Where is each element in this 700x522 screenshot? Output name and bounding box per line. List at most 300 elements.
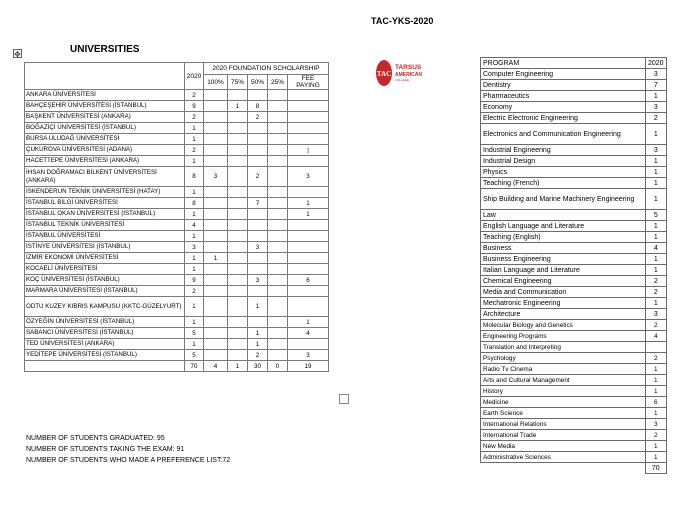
- fee-paying-cell: [288, 123, 329, 134]
- university-row: [25, 339, 329, 350]
- fee-paying-cell: 4: [288, 328, 329, 339]
- program-row: [481, 189, 667, 210]
- program-count-cell: 4: [646, 243, 667, 254]
- university-row: [25, 198, 329, 209]
- scholarship-50-header: 50%: [248, 75, 268, 90]
- scholarship-25-cell: [268, 198, 288, 209]
- fee-paying-cell: 1: [288, 198, 329, 209]
- program-row: [481, 69, 667, 80]
- scholarship-50-cell: 2: [248, 350, 268, 361]
- university-name-cell: ANKARA ÜNİVERSİTESİ: [25, 90, 185, 101]
- scholarship-100-cell: [204, 328, 228, 339]
- total-cell: 8: [185, 167, 204, 187]
- program-name-cell: Mechatronic Engineering: [481, 298, 646, 309]
- scholarship-75-cell: [228, 264, 248, 275]
- fee-paying-cell: 6: [288, 275, 329, 286]
- scholarship-25-cell: [268, 242, 288, 253]
- total-scholarship-50-cell: 30: [248, 361, 268, 372]
- scholarship-50-cell: 3: [248, 242, 268, 253]
- scholarship-25-cell: [268, 297, 288, 317]
- total-cell: 2: [185, 112, 204, 123]
- program-count-cell: 1: [646, 178, 667, 189]
- program-name-cell: International Trade: [481, 430, 646, 441]
- program-row: [481, 113, 667, 124]
- scholarship-50-cell: 2: [248, 112, 268, 123]
- program-name-cell: Radio Tv Cinema: [481, 364, 646, 375]
- university-name-cell: KOÇ ÜNİVERSİTESİ (İSTANBUL): [25, 275, 185, 286]
- scholarship-75-cell: [228, 253, 248, 264]
- program-count-cell: 1: [646, 232, 667, 243]
- scholarship-100-header: 100%: [204, 75, 228, 90]
- university-row: [25, 123, 329, 134]
- program-count-cell: 1: [646, 298, 667, 309]
- program-row: [481, 430, 667, 441]
- year-column-header: 2020: [185, 63, 204, 90]
- program-row: [481, 254, 667, 265]
- total-cell: 2: [185, 90, 204, 101]
- program-row: [481, 265, 667, 276]
- table-resize-handle[interactable]: [339, 394, 349, 404]
- scholarship-100-cell: [204, 297, 228, 317]
- scholarship-50-cell: [248, 145, 268, 156]
- program-row: [481, 342, 667, 353]
- scholarship-50-cell: 7: [248, 198, 268, 209]
- logo-line-1: TARSUS: [395, 64, 422, 71]
- program-row: [481, 243, 667, 254]
- program-count-cell: 1: [646, 364, 667, 375]
- scholarship-25-cell: [268, 317, 288, 328]
- scholarship-50-cell: [248, 317, 268, 328]
- program-name-cell: Earth Science: [481, 408, 646, 419]
- fee-paying-cell: [288, 112, 329, 123]
- scholarship-100-cell: [204, 339, 228, 350]
- scholarship-75-cell: 1: [228, 101, 248, 112]
- scholarship-100-cell: [204, 350, 228, 361]
- university-row: [25, 187, 329, 198]
- program-count-cell: 2: [646, 287, 667, 298]
- universities-header-row: [25, 63, 329, 75]
- scholarship-100-cell: [204, 317, 228, 328]
- program-count-cell: 4: [646, 331, 667, 342]
- total-cell: 1: [185, 231, 204, 242]
- scholarship-75-cell: [228, 134, 248, 145]
- program-row: [481, 397, 667, 408]
- university-name-cell: BOĞAZİÇİ ÜNİVERSİTESİ (İSTANBUL): [25, 123, 185, 134]
- scholarship-50-cell: [248, 90, 268, 101]
- scholarship-25-cell: [268, 350, 288, 361]
- scholarship-100-cell: [204, 220, 228, 231]
- total-cell: 1: [185, 156, 204, 167]
- scholarship-100-cell: 3: [204, 167, 228, 187]
- program-count-cell: 1: [646, 375, 667, 386]
- university-row: [25, 112, 329, 123]
- total-cell: 5: [185, 350, 204, 361]
- total-cell: 5: [185, 328, 204, 339]
- university-row: [25, 264, 329, 275]
- fee-paying-cell: 1: [288, 317, 329, 328]
- scholarship-50-cell: [248, 231, 268, 242]
- logo-letters: TAC: [376, 70, 392, 78]
- scholarship-75-cell: [228, 339, 248, 350]
- fee-paying-cell: [288, 231, 329, 242]
- program-count-cell: 1: [646, 167, 667, 178]
- fee-paying-cell: 3: [288, 350, 329, 361]
- total-cell: 1: [185, 339, 204, 350]
- scholarship-75-cell: [228, 275, 248, 286]
- total-cell: 1: [185, 123, 204, 134]
- program-name-cell: Teaching (French): [481, 178, 646, 189]
- university-name-cell: KOCAELİ ÜNİVERSİTESİ: [25, 264, 185, 275]
- program-row: [481, 156, 667, 167]
- scholarship-75-cell: [228, 90, 248, 101]
- programs-table: [480, 57, 667, 474]
- scholarship-100-cell: [204, 145, 228, 156]
- scholarship-25-cell: [268, 328, 288, 339]
- program-row: [481, 386, 667, 397]
- scholarship-100-cell: [204, 198, 228, 209]
- university-name-cell: BURSA ULUDAĞ ÜNİVERSİTESİ: [25, 134, 185, 145]
- scholarship-25-cell: [268, 209, 288, 220]
- university-row: [25, 209, 329, 220]
- university-name-cell: İSKENDERUN TEKNİK ÜNİVERSİTESİ (HATAY): [25, 187, 185, 198]
- scholarship-75-cell: [228, 220, 248, 231]
- programs-total-spacer: [481, 463, 646, 474]
- scholarship-100-cell: [204, 112, 228, 123]
- scholarship-25-cell: [268, 112, 288, 123]
- total-cell: 1: [185, 187, 204, 198]
- fee-paying-cell: [288, 253, 329, 264]
- program-row: [481, 232, 667, 243]
- scholarship-100-cell: [204, 286, 228, 297]
- scholarship-75-cell: [228, 209, 248, 220]
- program-row: [481, 364, 667, 375]
- fee-paying-cell: [288, 156, 329, 167]
- program-name-cell: Electronics and Communication Engineering: [481, 124, 646, 145]
- program-name-cell: Psychology: [481, 353, 646, 364]
- stat-preference-list: NUMBER OF STUDENTS WHO MADE A PREFERENCE LIST:72: [26, 457, 231, 464]
- scholarship-75-cell: [228, 350, 248, 361]
- total-cell: 1: [185, 317, 204, 328]
- stat-graduated: NUMBER OF STUDENTS GRADUATED: 95: [26, 435, 165, 442]
- program-name-cell: Dentistry: [481, 80, 646, 91]
- scholarship-50-cell: [248, 187, 268, 198]
- scholarship-50-cell: [248, 123, 268, 134]
- universities-heading: UNIVERSITIES: [70, 44, 140, 55]
- universities-total-row: [25, 361, 329, 372]
- program-count-cell: 3: [646, 102, 667, 113]
- program-year-header: 2020: [646, 58, 667, 69]
- total-cell: 9: [185, 275, 204, 286]
- program-name-cell: Pharmaceutics: [481, 91, 646, 102]
- total-total-cell: 70: [185, 361, 204, 372]
- scholarship-25-cell: [268, 90, 288, 101]
- program-name-cell: English Language and Literature: [481, 221, 646, 232]
- scholarship-50-cell: 2: [248, 167, 268, 187]
- program-count-cell: 6: [646, 397, 667, 408]
- scholarship-100-cell: [204, 90, 228, 101]
- program-count-cell: 5: [646, 210, 667, 221]
- program-name-cell: Industrial Design: [481, 156, 646, 167]
- program-count-cell: 1: [646, 221, 667, 232]
- program-count-cell: 1: [646, 386, 667, 397]
- program-name-cell: Ship Building and Marine Machinery Engineering: [481, 189, 646, 210]
- program-row: [481, 221, 667, 232]
- scholarship-25-cell: [268, 156, 288, 167]
- scholarship-100-cell: [204, 275, 228, 286]
- fee-paying-cell: [288, 297, 329, 317]
- program-name-cell: Architecture: [481, 309, 646, 320]
- scholarship-50-cell: [248, 209, 268, 220]
- scholarship-25-cell: [268, 253, 288, 264]
- program-name-cell: Media and Communication: [481, 287, 646, 298]
- total-cell: 1: [185, 209, 204, 220]
- scholarship-100-cell: [204, 187, 228, 198]
- program-row: [481, 102, 667, 113]
- stat-taking-exam: NUMBER OF STUDENTS TAKING THE EXAM: 91: [26, 446, 185, 453]
- fee-paying-cell: [288, 90, 329, 101]
- total-fee-paying-cell: 19: [288, 361, 329, 372]
- program-count-cell: 1: [646, 189, 667, 210]
- university-name-cell: İSTİNYE ÜNİVERSİTESİ (İSTANBUL): [25, 242, 185, 253]
- scholarship-25-cell: [268, 187, 288, 198]
- logo-line-2: AMERICAN: [395, 72, 422, 78]
- program-name-cell: Computer Engineering: [481, 69, 646, 80]
- fee-paying-cell: [288, 339, 329, 350]
- scholarship-75-cell: [228, 123, 248, 134]
- program-count-cell: 2: [646, 113, 667, 124]
- university-row: [25, 317, 329, 328]
- total-cell: 1: [185, 297, 204, 317]
- scholarship-75-cell: [228, 198, 248, 209]
- fee-paying-cell: [288, 220, 329, 231]
- programs-total-cell: 70: [646, 463, 667, 474]
- scholarship-50-cell: [248, 253, 268, 264]
- fee-paying-header: FEE PAYING: [288, 75, 329, 90]
- scholarship-75-cell: [228, 145, 248, 156]
- university-name-cell: İZMİR EKONOMİ ÜNİVERSİTESİ: [25, 253, 185, 264]
- program-name-cell: Electric Electronic Engineering: [481, 113, 646, 124]
- university-row: [25, 167, 329, 187]
- university-row: [25, 101, 329, 112]
- student-stats: [26, 433, 230, 466]
- scholarship-25-cell: [268, 123, 288, 134]
- university-name-cell: MARMARA ÜNİVERSİTESİ (İSTANBUL): [25, 286, 185, 297]
- total-cell: 1: [185, 264, 204, 275]
- program-count-cell: [646, 342, 667, 353]
- scholarship-25-header: 25%: [268, 75, 288, 90]
- program-row: [481, 419, 667, 430]
- scholarship-25-cell: [268, 231, 288, 242]
- scholarship-25-cell: [268, 101, 288, 112]
- program-count-cell: 1: [646, 408, 667, 419]
- total-cell: 8: [185, 198, 204, 209]
- total-cell: 4: [185, 220, 204, 231]
- total-scholarship-25-cell: 0: [268, 361, 288, 372]
- program-count-cell: 2: [646, 276, 667, 287]
- scholarship-100-cell: [204, 101, 228, 112]
- scholarship-75-cell: [228, 167, 248, 187]
- program-row: [481, 145, 667, 156]
- scholarship-100-cell: [204, 156, 228, 167]
- program-row: [481, 331, 667, 342]
- scholarship-50-cell: [248, 134, 268, 145]
- scholarship-75-cell: [228, 286, 248, 297]
- scholarship-100-cell: 1: [204, 253, 228, 264]
- logo-line-3: COLLEGE: [395, 78, 410, 82]
- total-cell: 1: [185, 253, 204, 264]
- program-row: [481, 276, 667, 287]
- program-name-cell: Arts and Cultural Management: [481, 375, 646, 386]
- table-move-handle-icon[interactable]: ✥: [14, 50, 21, 59]
- scholarship-25-cell: [268, 145, 288, 156]
- university-row: [25, 275, 329, 286]
- document-title: TAC-YKS-2020: [371, 16, 434, 26]
- program-row: [481, 408, 667, 419]
- scholarship-25-cell: [268, 339, 288, 350]
- university-row: [25, 231, 329, 242]
- program-count-cell: 3: [646, 69, 667, 80]
- program-count-cell: 3: [646, 145, 667, 156]
- program-row: [481, 167, 667, 178]
- program-count-cell: 1: [646, 156, 667, 167]
- university-row: [25, 156, 329, 167]
- program-row: [481, 320, 667, 331]
- fee-paying-cell: [288, 187, 329, 198]
- program-row: [481, 124, 667, 145]
- program-name-cell: Translation and Interpreting: [481, 342, 646, 353]
- university-name-cell: HACETTEPE ÜNİVERSİTESİ (ANKARA): [25, 156, 185, 167]
- scholarship-75-cell: [228, 317, 248, 328]
- scholarship-100-cell: [204, 242, 228, 253]
- total-scholarship-75-cell: 1: [228, 361, 248, 372]
- scholarship-75-header: 75%: [228, 75, 248, 90]
- scholarship-100-cell: [204, 209, 228, 220]
- scholarship-100-cell: [204, 123, 228, 134]
- program-name-cell: Physics: [481, 167, 646, 178]
- university-name-cell: ODTU KUZEY KIBRIS KAMPUSU (KKTC-GÜZELYURT): [25, 297, 185, 317]
- scholarship-25-cell: [268, 220, 288, 231]
- program-name-cell: Engineering Programs: [481, 331, 646, 342]
- university-row: [25, 242, 329, 253]
- program-row: [481, 178, 667, 189]
- scholarship-75-cell: [228, 328, 248, 339]
- program-name-cell: Molecular Biology and Genetics: [481, 320, 646, 331]
- scholarship-100-cell: [204, 264, 228, 275]
- university-name-cell: ÇUKUROVA ÜNİVERSİTESİ (ADANA): [25, 145, 185, 156]
- program-count-cell: 7: [646, 80, 667, 91]
- program-name-cell: Law: [481, 210, 646, 221]
- program-row: [481, 452, 667, 463]
- total-scholarship-100-cell: 4: [204, 361, 228, 372]
- university-row: [25, 90, 329, 101]
- program-name-cell: New Media: [481, 441, 646, 452]
- program-column-header: PROGRAM: [481, 58, 646, 69]
- fee-paying-cell: |: [288, 145, 329, 156]
- scholarship-25-cell: [268, 286, 288, 297]
- total-cell: 2: [185, 286, 204, 297]
- fee-paying-cell: 1: [288, 209, 329, 220]
- program-count-cell: 1: [646, 254, 667, 265]
- program-row: [481, 375, 667, 386]
- university-name-cell: İSTANBUL ÜNİVERSİTESİ: [25, 231, 185, 242]
- programs-header-row: [481, 58, 667, 69]
- program-count-cell: 1: [646, 452, 667, 463]
- program-count-cell: 1: [646, 441, 667, 452]
- university-row: [25, 328, 329, 339]
- program-name-cell: Italian Language and Literature: [481, 265, 646, 276]
- university-name-cell: İSTANBUL TEKNİK ÜNİVERSİTESİ: [25, 220, 185, 231]
- scholarship-100-cell: [204, 134, 228, 145]
- program-count-cell: 1: [646, 265, 667, 276]
- university-row: [25, 350, 329, 361]
- total-cell: 2: [185, 145, 204, 156]
- program-count-cell: 3: [646, 419, 667, 430]
- program-name-cell: Economy: [481, 102, 646, 113]
- university-row: [25, 253, 329, 264]
- program-name-cell: Business Engineering: [481, 254, 646, 265]
- program-row: [481, 287, 667, 298]
- program-row: [481, 309, 667, 320]
- total-cell: 9: [185, 101, 204, 112]
- scholarship-50-cell: [248, 286, 268, 297]
- university-name-cell: BAHÇEŞEHİR ÜNİVERSİTESİ (İSTANBUL): [25, 101, 185, 112]
- program-count-cell: 2: [646, 430, 667, 441]
- scholarship-75-cell: [228, 187, 248, 198]
- tac-logo: [373, 55, 433, 91]
- university-name-cell: BAŞKENT ÜNİVERSİTESİ (ANKARA): [25, 112, 185, 123]
- fee-paying-cell: [288, 264, 329, 275]
- university-row: [25, 286, 329, 297]
- university-name-cell: SABANCI ÜNİVERSİTESİ (İSTANBUL): [25, 328, 185, 339]
- fee-paying-cell: [288, 134, 329, 145]
- scholarship-50-cell: 3: [248, 275, 268, 286]
- program-name-cell: Teaching (English): [481, 232, 646, 243]
- university-row: [25, 145, 329, 156]
- university-name-cell: İHSAN DOĞRAMACI BİLKENT ÜNİVERSİTESİ (ANKARA): [25, 167, 185, 187]
- scholarship-50-cell: [248, 156, 268, 167]
- program-count-cell: 2: [646, 353, 667, 364]
- scholarship-50-cell: 8: [248, 101, 268, 112]
- scholarship-100-cell: [204, 231, 228, 242]
- university-name-cell: İSTANBUL OKAN ÜNİVERSİTESİ (İSTANBUL): [25, 209, 185, 220]
- fee-paying-cell: [288, 101, 329, 112]
- scholarship-75-cell: [228, 112, 248, 123]
- program-row: [481, 353, 667, 364]
- scholarship-75-cell: [228, 156, 248, 167]
- scholarship-75-cell: [228, 242, 248, 253]
- scholarship-25-cell: [268, 167, 288, 187]
- program-name-cell: History: [481, 386, 646, 397]
- program-row: [481, 441, 667, 452]
- university-row: [25, 134, 329, 145]
- scholarship-50-cell: 1: [248, 328, 268, 339]
- program-name-cell: Industrial Engineering: [481, 145, 646, 156]
- total-cell: 1: [185, 134, 204, 145]
- universities-table: [24, 62, 329, 372]
- scholarship-50-cell: 1: [248, 339, 268, 350]
- university-name-cell: ÖZYEĞİN ÜNİVERSİTESİ (İSTANBUL): [25, 317, 185, 328]
- program-count-cell: 3: [646, 309, 667, 320]
- scholarship-75-cell: [228, 231, 248, 242]
- scholarship-group-header: 2020 FOUNDATION SCHOLARSHIP: [204, 63, 329, 75]
- program-row: [481, 80, 667, 91]
- scholarship-25-cell: [268, 134, 288, 145]
- program-name-cell: Business: [481, 243, 646, 254]
- university-column-header: [25, 63, 185, 90]
- program-count-cell: 1: [646, 124, 667, 145]
- fee-paying-cell: 3: [288, 167, 329, 187]
- fee-paying-cell: [288, 286, 329, 297]
